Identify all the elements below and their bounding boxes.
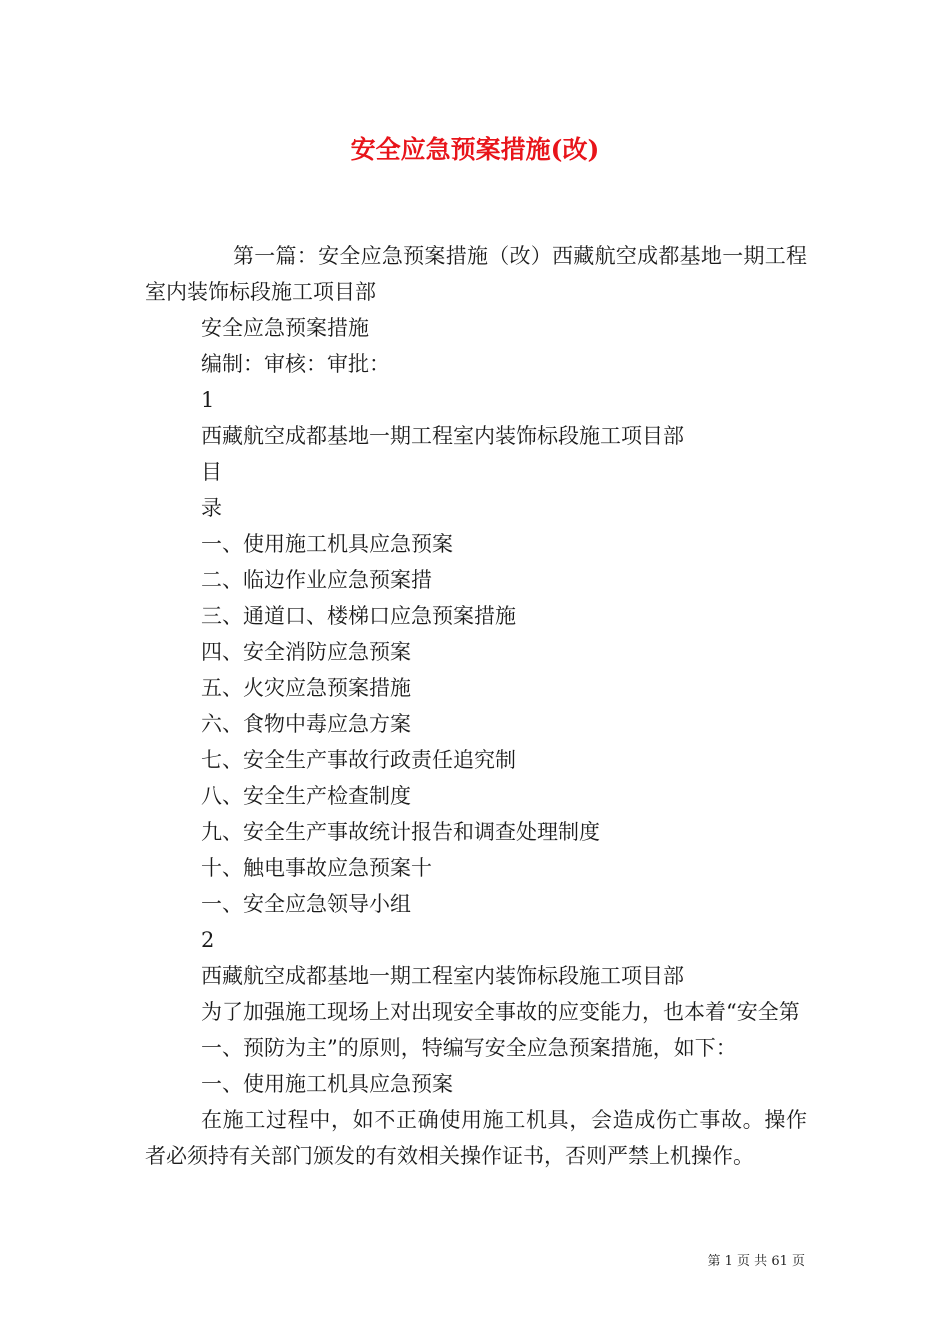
- toc-heading: 目: [201, 460, 222, 484]
- paragraph: 在施工过程中，如不正确使用施工机具，会造成伤亡事故。操作者必须持有关部门颁发的有效相关操作证书，否则严禁上机操作。: [145, 1108, 807, 1168]
- toc-heading: 录: [201, 496, 222, 520]
- toc-item: 四、安全消防应急预案: [201, 640, 411, 664]
- toc-item: 十、触电事故应急预案十: [201, 856, 432, 880]
- toc-item: 九、安全生产事故统计报告和调查处理制度: [201, 820, 600, 844]
- paragraph: 一、预防为主”的原则，特编写安全应急预案措施，如下：: [201, 1036, 737, 1060]
- toc-item: 三、通道口、楼梯口应急预案措施: [201, 604, 516, 628]
- paragraph: 安全应急预案措施: [201, 316, 369, 340]
- section-heading: 一、使用施工机具应急预案: [201, 1072, 453, 1096]
- paragraph: 西藏航空成都基地一期工程室内装饰标段施工项目部: [201, 424, 684, 448]
- document-title: 安全应急预案措施(改): [350, 135, 600, 164]
- toc-item: 六、食物中毒应急方案: [201, 712, 411, 736]
- toc-item: 七、安全生产事故行政责任追究制: [201, 748, 516, 772]
- paragraph: 为了加强施工现场上对出现安全事故的应变能力，也本着“安全第: [201, 1000, 800, 1024]
- page-number-marker: 1: [201, 388, 215, 412]
- toc-item: 八、安全生产检查制度: [201, 784, 411, 808]
- toc-item: 二、临边作业应急预案措: [201, 568, 432, 592]
- page-number-marker: 2: [201, 928, 215, 952]
- toc-item: 一、使用施工机具应急预案: [201, 532, 453, 556]
- paragraph: 编制：审核：审批：: [201, 352, 390, 376]
- toc-item: 一、安全应急领导小组: [201, 892, 411, 916]
- document-body: [145, 238, 807, 1174]
- toc-item: 五、火灾应急预案措施: [201, 676, 411, 700]
- paragraph: 第一篇：安全应急预案措施（改）西藏航空成都基地一期工程室内装饰标段施工项目部: [145, 244, 807, 304]
- page-footer: 第 1 页 共 61 页: [707, 1254, 805, 1269]
- paragraph: 西藏航空成都基地一期工程室内装饰标段施工项目部: [201, 964, 684, 988]
